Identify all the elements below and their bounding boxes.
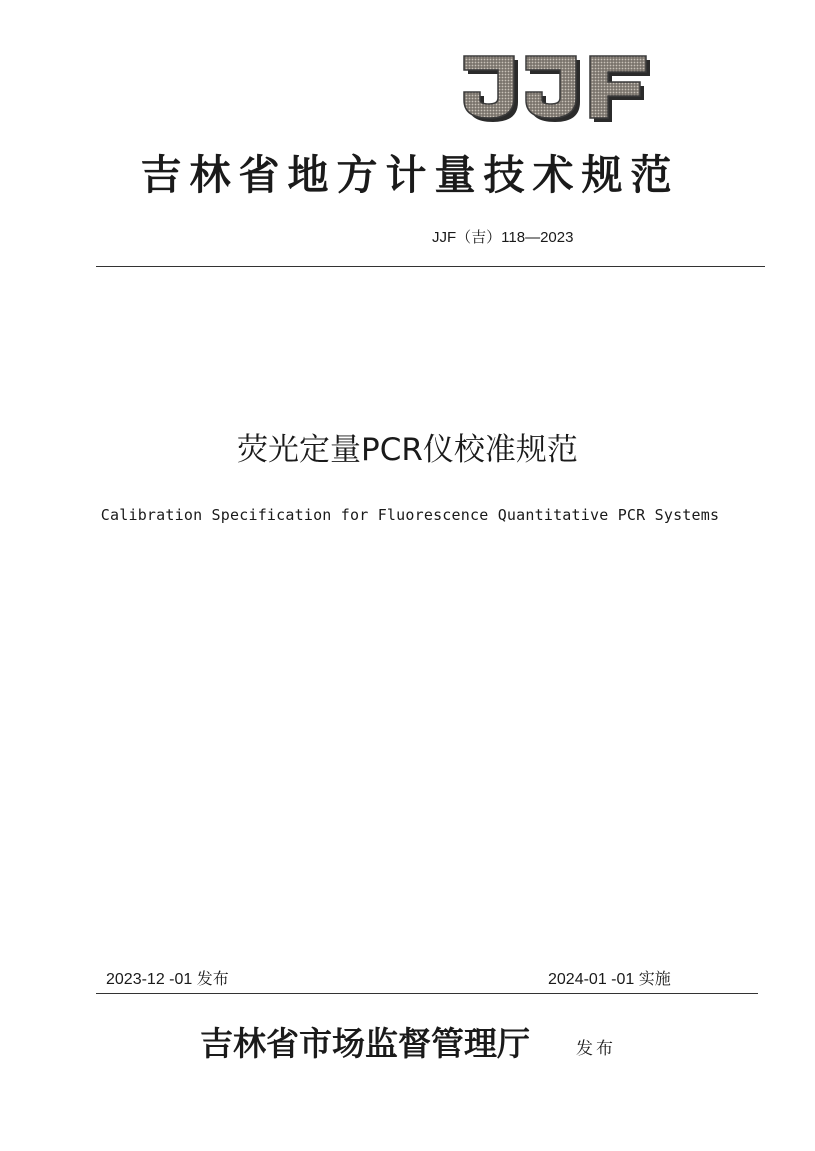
document-number: JJF（吉）118—2023	[432, 229, 574, 246]
logo-letter-f	[590, 56, 650, 122]
issuing-authority-suffix: 发布	[576, 1039, 616, 1059]
logo-letter-j1	[464, 56, 518, 122]
issuing-authority: 吉林省市场监督管理厅	[200, 1024, 530, 1063]
bottom-divider	[96, 993, 758, 994]
document-title-chinese: 荧光定量PCR仪校准规范	[237, 432, 578, 468]
issue-date: 2023-12 -01 发布	[106, 971, 229, 988]
top-divider	[96, 266, 765, 267]
jjf-logo-graphic	[462, 52, 652, 130]
implementation-date: 2024-01 -01 实施	[548, 971, 671, 988]
document-title-english: Calibration Specification for Fluorescence Quantitative PCR Systems	[100, 506, 720, 524]
header-title: 吉林省地方计量技术规范	[140, 151, 680, 199]
logo-letter-j2	[526, 56, 580, 122]
jjf-logo	[462, 52, 652, 130]
